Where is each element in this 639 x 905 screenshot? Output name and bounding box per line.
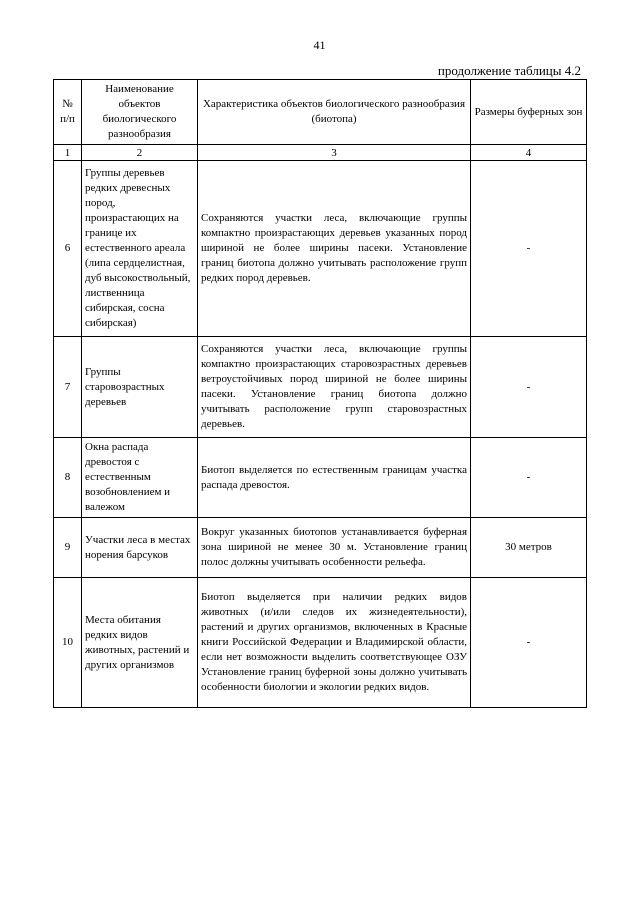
row-num: 8	[54, 438, 82, 518]
table-header-row	[54, 80, 587, 145]
row-name: Группы деревьев редких древесных пород, произрастающих на границе их естественного ареала (липа сердцелистная, дуб высокоствольный, лиственница сибирская, сосна сибирская)	[82, 161, 198, 337]
table-row	[54, 578, 587, 708]
table-row	[54, 337, 587, 438]
column-number: 1	[54, 145, 82, 161]
page-number: 41	[313, 38, 326, 52]
row-buffer: -	[471, 161, 587, 337]
row-buffer: -	[471, 337, 587, 438]
row-buffer: -	[471, 438, 587, 518]
row-description: Биотоп выделяется по естественным границам участка распада древостоя.	[198, 438, 471, 518]
column-number: 4	[471, 145, 587, 161]
table-row	[54, 161, 587, 337]
column-number: 3	[198, 145, 471, 161]
header-name: Наименование объектов биологического разнообразия	[82, 80, 198, 145]
row-description: Вокруг указанных биотопов устанавливается буферная зона шириной не менее 30 м. Установление границ полос должны учитывать особенности рельефа.	[198, 518, 471, 578]
row-name: Места обитания редких видов животных, растений и других организмов	[82, 578, 198, 708]
row-buffer: 30 метров	[471, 518, 587, 578]
column-number-row	[54, 145, 587, 161]
row-num: 10	[54, 578, 82, 708]
row-num: 7	[54, 337, 82, 438]
row-name: Группы старовозрастных деревьев	[82, 337, 198, 438]
row-name: Окна распада древостоя с естественным возобновлением и валежом	[82, 438, 198, 518]
header-buffer: Размеры буферных зон	[471, 80, 587, 145]
row-description: Биотоп выделяется при наличии редких видов животных (и/или следов их жизнедеятельности), растений и других организмов, включенных в Красные книги Российской Федерации и Владимирской области, если нет возможности выделить соответствующее ОЗУ Установление границ буферной зоны должно учитывать особенности биологии и экологии редких видов.	[198, 578, 471, 708]
biodiversity-table	[53, 79, 587, 708]
table-row	[54, 438, 587, 518]
row-description: Сохраняются участки леса, включающие группы компактно произрастающих деревьев указанных пород шириной не более ширины пасеки. Установление границ биотопа должно учитывать расположение групп редких пород деревьев.	[198, 161, 471, 337]
header-characteristic: Характеристика объектов биологического разнообразия (биотопа)	[198, 80, 471, 145]
header-num: № п/п	[54, 80, 82, 145]
table-continuation-label: продолжение таблицы 4.2	[437, 63, 581, 78]
row-num: 9	[54, 518, 82, 578]
row-num: 6	[54, 161, 82, 337]
table-row	[54, 518, 587, 578]
row-buffer: -	[471, 578, 587, 708]
row-description: Сохраняются участки леса, включающие группы компактно произрастающих старовозрастных деревьев ветроустойчивых пород шириной не более ширины пасеки. Установление границ биотопа должно учитывать расположение групп старовозрастных деревьев.	[198, 337, 471, 438]
row-name: Участки леса в местах норения барсуков	[82, 518, 198, 578]
column-number: 2	[82, 145, 198, 161]
